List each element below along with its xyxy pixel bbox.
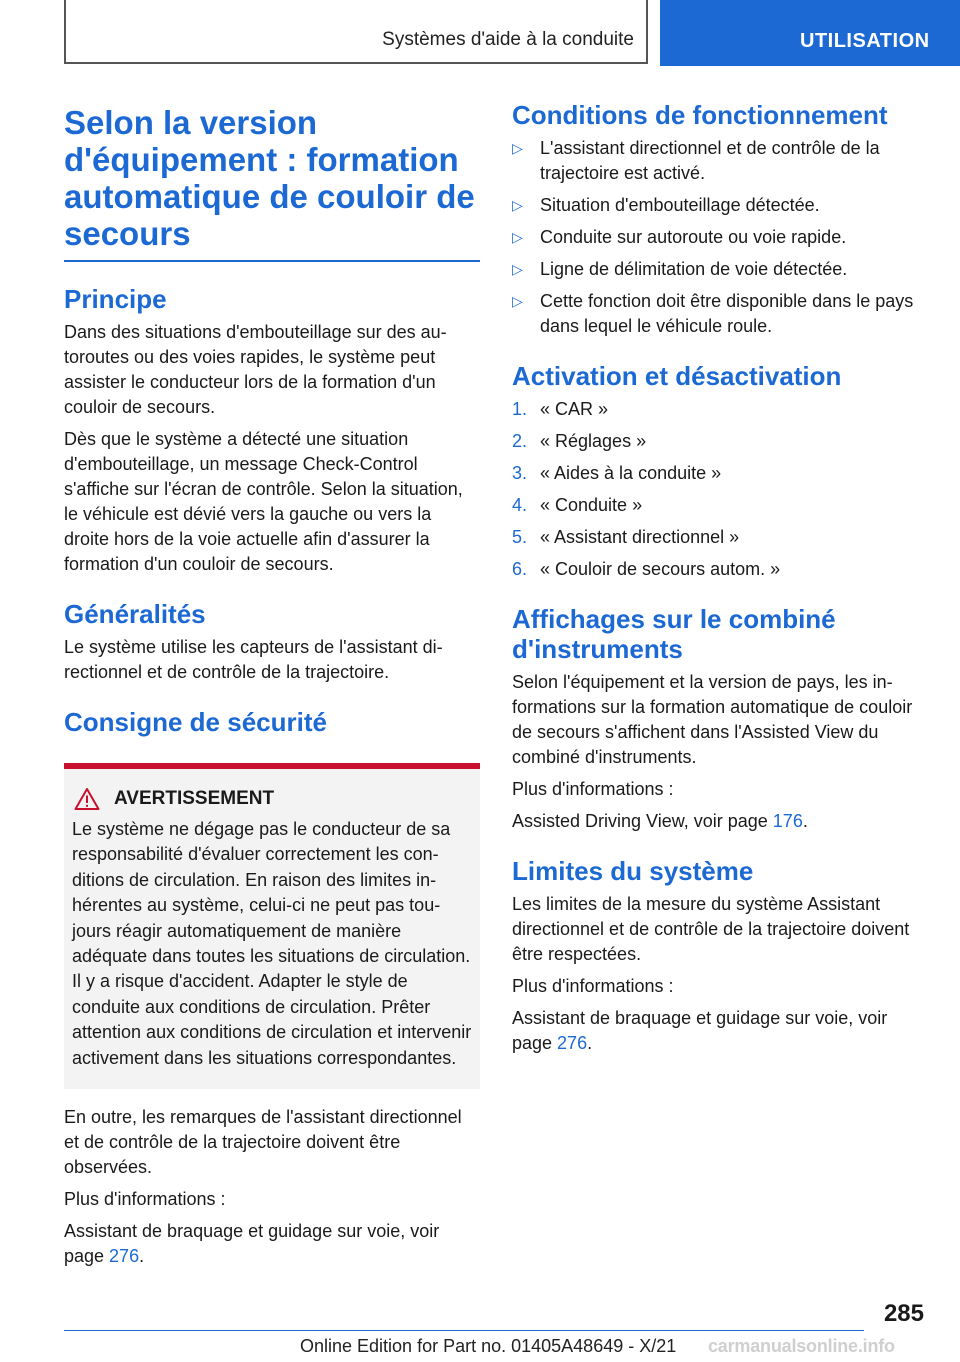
warning-text: Le système ne dégage pas le conducteur de sa responsabilité d'évaluer correctement les conditions de circulation. En raison des limites inhérentes au système, celui-ci ne peut pas toujours réagir automatiquement de manière adéquate dans toutes les situations de circulation. Il y a risque d'accident. Adapter le style de conduite aux conditions de circulation. Prêter attention aux conditions de circulation et intervenir activement dans les situations correspondantes.: [72, 819, 472, 1068]
securite-paragraph: En outre, les remarques de l'assistant directionnel et de contrôle de la trajectoire doivent être observées.: [64, 1107, 462, 1178]
triangle-bullet-icon: ▷: [512, 293, 523, 309]
activation-step: [512, 397, 920, 422]
warning-box: [64, 769, 480, 1089]
limites-paragraph: Les limites de la mesure du système Assistant directionnel et de contrôle de la trajectoire doivent être respectées.: [512, 894, 910, 964]
warning-title: AVERTISSEMENT: [114, 788, 275, 809]
step-menu-path: « Assistant directionnel »: [540, 527, 740, 547]
affichages-more-info: Plus d'informations :: [512, 779, 674, 799]
triangle-bullet-icon: ▷: [512, 229, 523, 245]
condition-text: Situation d'embouteillage détectée.: [540, 195, 820, 215]
activation-step: [512, 429, 920, 454]
activation-step: [512, 461, 920, 486]
header-chapter-tab[interactable]: UTILISATION: [660, 0, 960, 66]
principe-paragraph-2: Dès que le système a détecté une situation d'embouteillage, un message Check-Control s'affiche sur l'écran de contrôle. Selon la situation, le véhicule est dévié vers la gauche ou vers la droite hors de la voie actuelle afin d'assurer la formation d'un couloir de secours.: [64, 429, 463, 574]
condition-text: Ligne de délimitation de voie détectée.: [540, 259, 848, 279]
heading-principe: Principe: [64, 284, 167, 314]
affichages-ref-end: .: [802, 811, 808, 831]
header-section-title: Systèmes d'aide à la conduite: [64, 0, 648, 64]
affichages-page-link[interactable]: 176: [772, 811, 803, 831]
securite-reference: [64, 1219, 480, 1269]
page-title: Selon la version d'équipement : formation automatique de couloir de secours: [64, 104, 480, 262]
condition-item: [512, 289, 920, 339]
activation-step: [512, 493, 920, 518]
page-number: 285: [883, 1300, 924, 1327]
step-number: 2.: [512, 431, 528, 451]
step-menu-path: « Conduite »: [540, 495, 643, 515]
step-menu-path: « Réglages »: [540, 431, 647, 451]
heading-conditions: Conditions de fonctionnement: [512, 100, 888, 130]
condition-item: [512, 136, 920, 186]
securite-ref-text: Assistant de braquage et guidage sur voie, voir page: [64, 1221, 440, 1267]
step-number: 5.: [512, 527, 528, 547]
condition-item: [512, 257, 920, 282]
condition-text: Cette fonction doit être disponible dans le pays dans lequel le véhicule roule.: [540, 291, 914, 336]
step-menu-path: « Couloir de secours autom. »: [540, 559, 781, 579]
heading-limites: Limites du système: [512, 856, 754, 886]
affichages-reference: [512, 809, 920, 834]
triangle-bullet-icon: ▷: [512, 197, 523, 213]
left-column: [64, 100, 480, 1276]
heading-affichages: Affichages sur le combiné d'instruments: [512, 604, 836, 664]
right-column: [512, 100, 920, 1063]
conditions-list: [512, 136, 920, 339]
warning-triangle-icon: [74, 787, 100, 811]
step-number: 6.: [512, 559, 528, 579]
activation-step: [512, 525, 920, 550]
heading-generalites: Généralités: [64, 599, 206, 629]
generalites-paragraph: Le système utilise les capteurs de l'assistant directionnel et de contrôle de la trajectoire.: [64, 637, 443, 682]
watermark-logo: carmanualsonline.info: [708, 1336, 895, 1356]
limites-ref-end: .: [587, 1033, 593, 1053]
activation-steps: [512, 397, 920, 582]
footer-divider: [64, 1330, 864, 1331]
step-number: 3.: [512, 463, 528, 483]
affichages-paragraph: Selon l'équipement et la version de pays, les informations sur la formation automatique de couloir de secours s'affichent dans l'Assisted View du combiné d'instruments.: [512, 672, 913, 767]
condition-item: [512, 225, 920, 250]
step-menu-path: « CAR »: [540, 399, 609, 419]
securite-more-info: Plus d'informations :: [64, 1189, 226, 1210]
activation-step: [512, 557, 920, 582]
condition-text: Conduite sur autoroute ou voie rapide.: [540, 227, 847, 247]
step-menu-path: « Aides à la conduite »: [540, 463, 722, 483]
securite-ref-end: .: [139, 1246, 145, 1267]
principe-paragraph-1: Dans des situations d'embouteillage sur des autoroutes ou des voies rapides, le système peut assister le conducteur lors de la formation d'un couloir de secours.: [64, 322, 447, 417]
step-number: 4.: [512, 495, 528, 515]
triangle-bullet-icon: ▷: [512, 261, 523, 277]
limites-page-link[interactable]: 276: [557, 1033, 588, 1053]
heading-activation: Activation et désactivation: [512, 361, 842, 391]
step-number: 1.: [512, 399, 528, 419]
warning-header: [72, 787, 472, 811]
condition-item: [512, 193, 920, 218]
triangle-bullet-icon: ▷: [512, 140, 523, 156]
limites-more-info: Plus d'informations :: [512, 976, 674, 996]
condition-text: L'assistant directionnel et de contrôle de la trajectoire est activé.: [540, 138, 880, 183]
footer-edition: Online Edition for Part no. 01405A48649 - X/21: [300, 1336, 677, 1356]
affichages-ref-text: Assisted Driving View, voir page: [512, 811, 773, 831]
limites-reference: [512, 1006, 920, 1056]
securite-page-link[interactable]: 276: [109, 1246, 140, 1267]
limites-ref-text: Assistant de braquage et guidage sur voie, voir page: [512, 1008, 888, 1053]
heading-securite: Consigne de sécurité: [64, 707, 327, 737]
